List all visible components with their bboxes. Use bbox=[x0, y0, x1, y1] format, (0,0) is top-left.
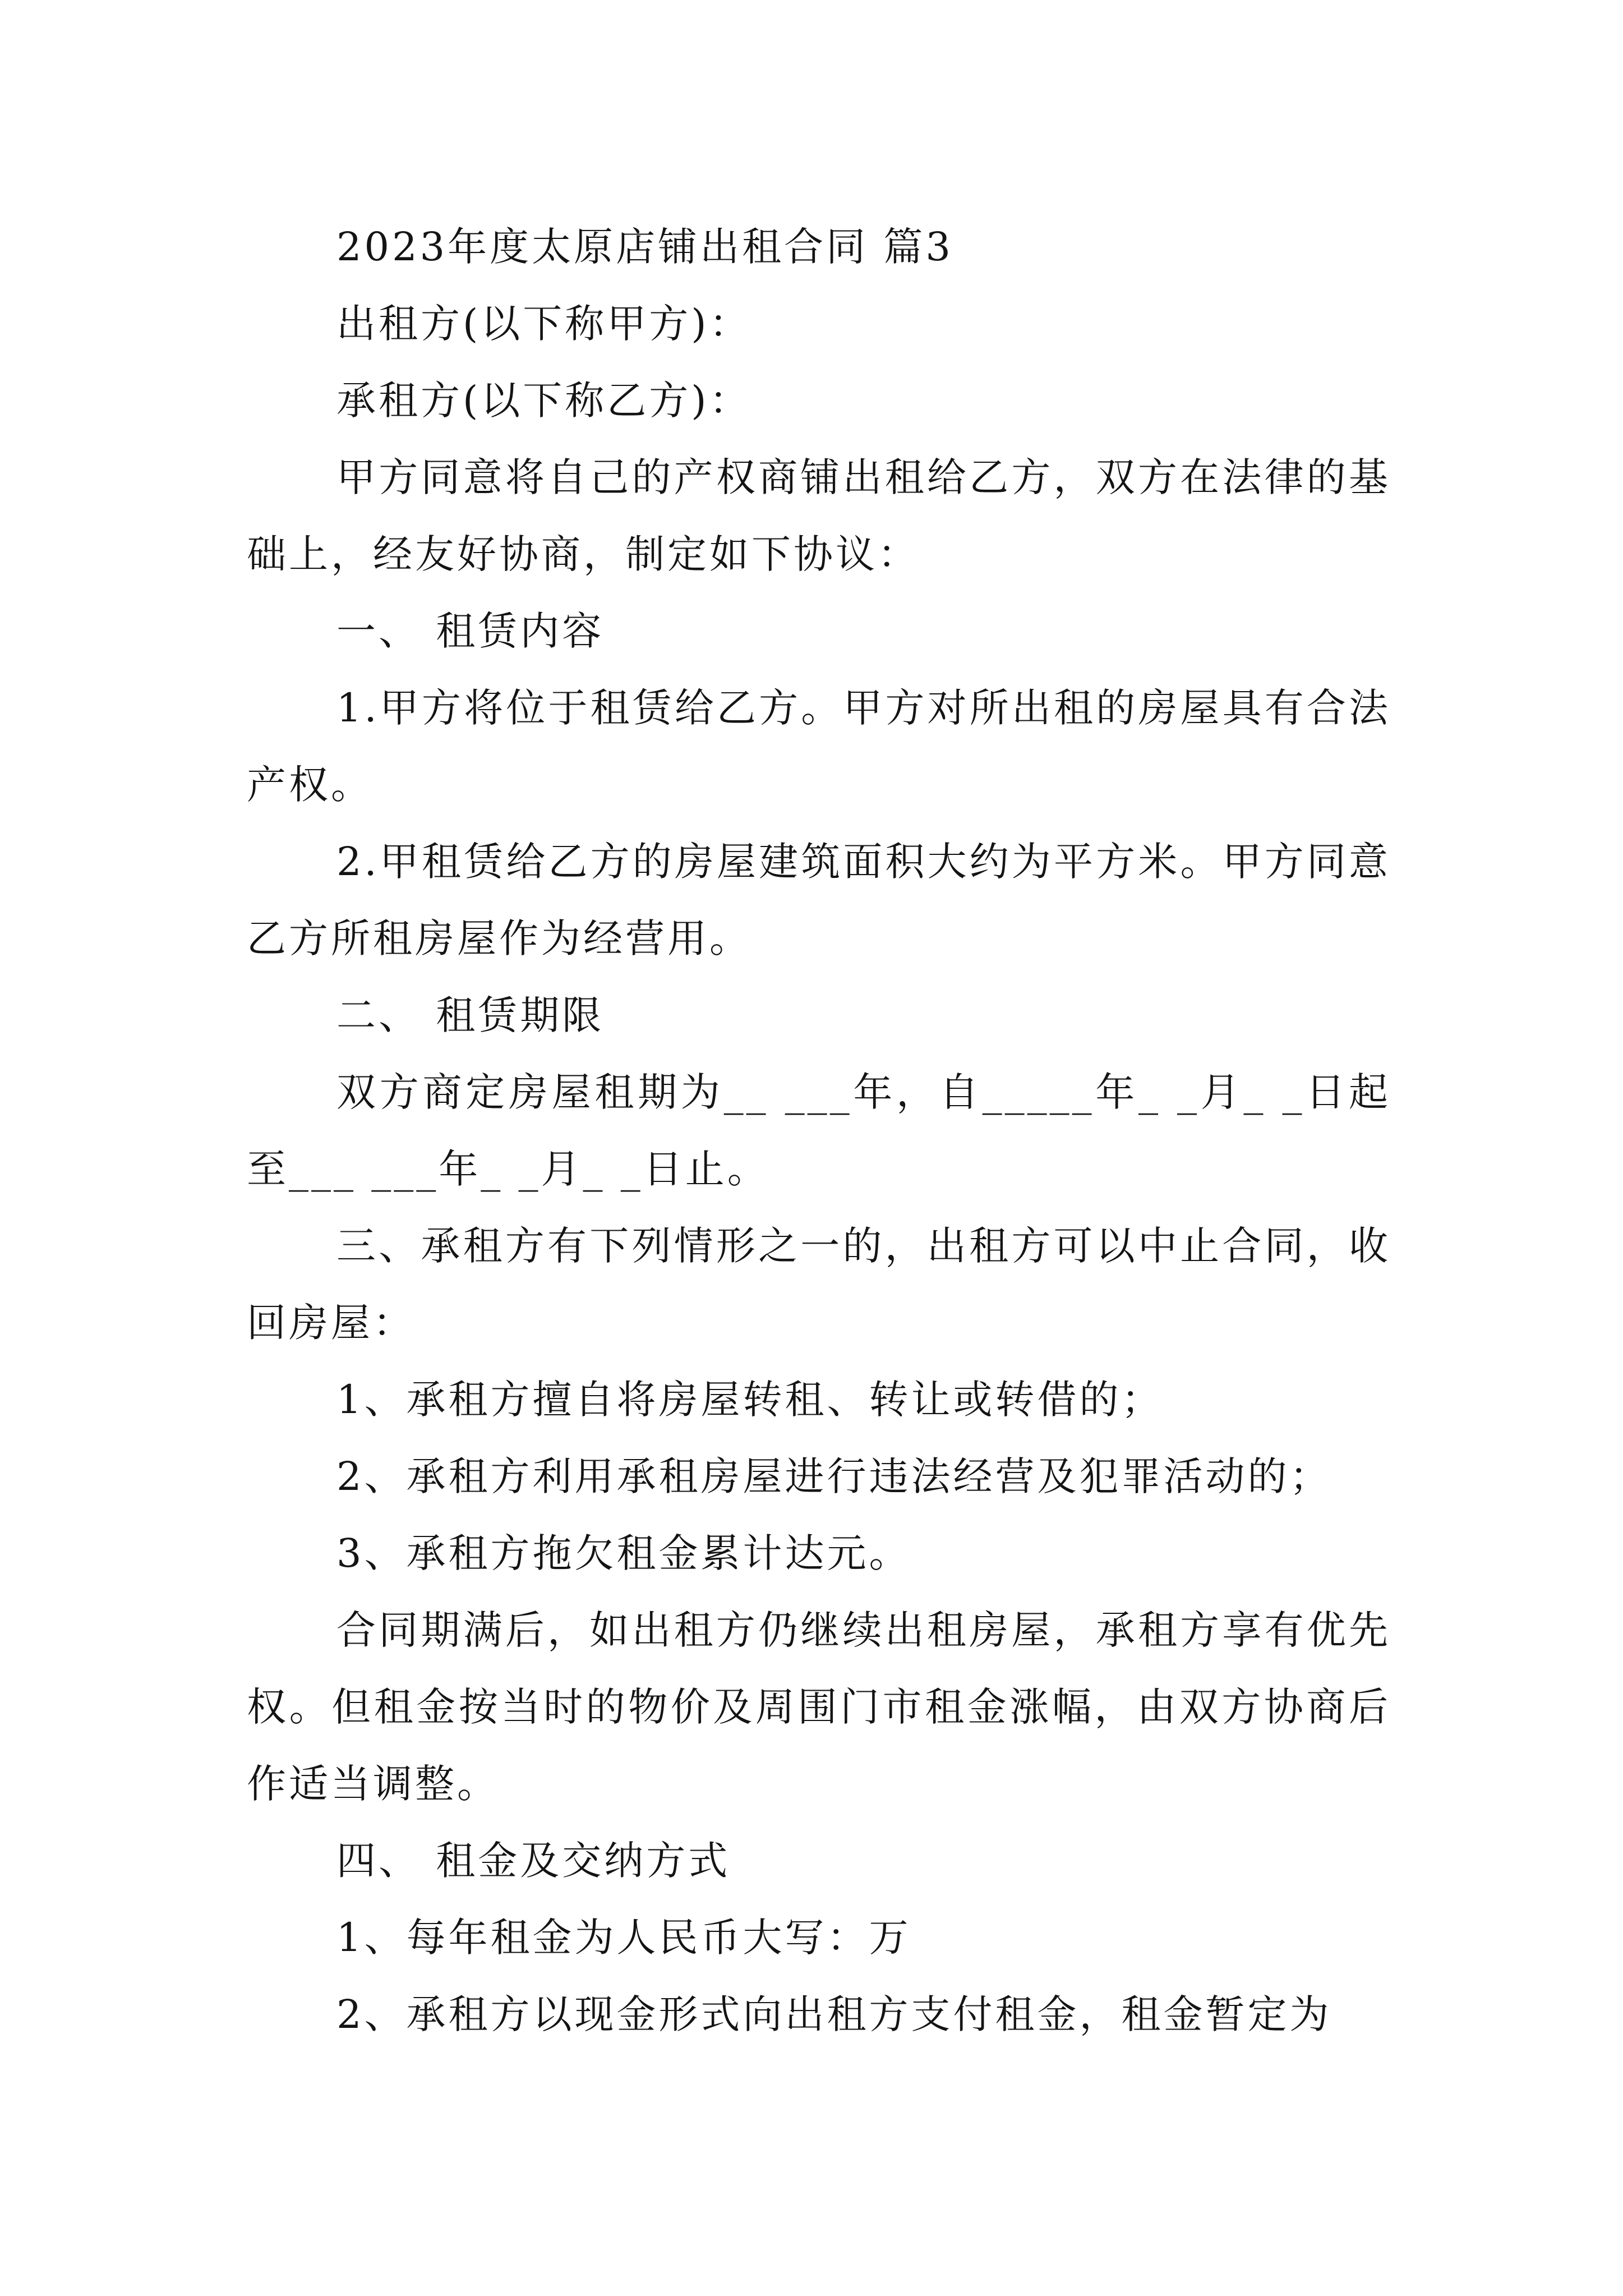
renewal-paragraph: 合同期满后，如出租方仍继续出租房屋，承租方享有优先权。但租金按当时的物价及周围门市租金涨幅，由双方协商后作适当调整。 bbox=[247, 1607, 1391, 1807]
document-title: 2023年度太原店铺出租合同 篇3 bbox=[336, 224, 953, 270]
section-heading-lease-content: 一、 租赁内容 bbox=[336, 608, 605, 654]
preamble-paragraph: 甲方同意将自己的产权商铺出租给乙方，双方在法律的基础上，经友好协商，制定如下协议： bbox=[247, 454, 1391, 577]
clause-1-1: 1.甲方将位于租赁给乙方。甲方对所出租的房屋具有合法产权。 bbox=[247, 685, 1391, 808]
rent-item-1: 1、每年租金为人民币大写：万 bbox=[336, 1915, 911, 1961]
lessor-line: 出租方(以下称甲方)： bbox=[336, 301, 751, 347]
section-heading-termination: 三、承租方有下列情形之一的，出租方可以中止合同，收回房屋： bbox=[247, 1223, 1391, 1346]
document-body bbox=[247, 209, 1391, 2053]
termination-item-3: 3、承租方拖欠租金累计达元。 bbox=[336, 1530, 911, 1576]
termination-item-2: 2、承租方利用承租房屋进行违法经营及犯罪活动的； bbox=[336, 1453, 1332, 1499]
termination-item-1: 1、承租方擅自将房屋转租、转让或转借的； bbox=[336, 1377, 1164, 1423]
clause-1-2: 2.甲租赁给乙方的房屋建筑面积大约为平方米。甲方同意乙方所租房屋作为经营用。 bbox=[247, 839, 1391, 961]
lease-term-paragraph: 双方商定房屋租期为__ ___年，自_____年_ _月_ _日起至___ ___年_ _月_ _日止。 bbox=[247, 1069, 1391, 1192]
rent-item-2: 2、承租方以现金形式向出租方支付租金，租金暂定为 bbox=[336, 1991, 1332, 2037]
section-heading-rent-payment: 四、 租金及交纳方式 bbox=[336, 1838, 731, 1884]
section-heading-lease-term: 二、 租赁期限 bbox=[336, 992, 605, 1038]
lessee-line: 承租方(以下称乙方)： bbox=[336, 378, 751, 424]
